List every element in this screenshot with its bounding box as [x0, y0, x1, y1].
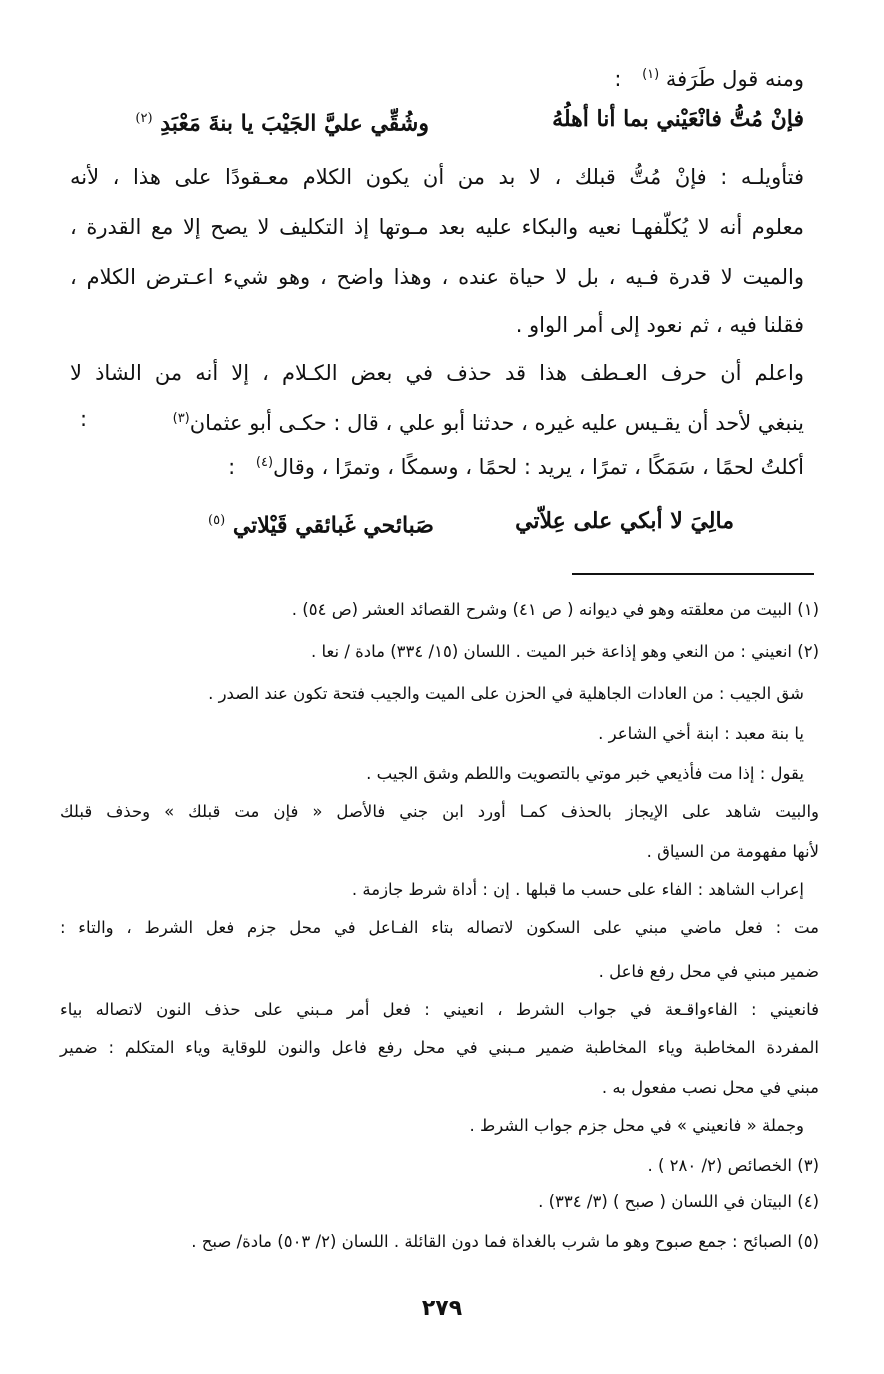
- footnote-separator: [572, 573, 814, 575]
- footnote-2-line: فانعيني : الفاءواقـعة في جواب الشرط ، انعيني : فعل أمر مـبني على حذف النون لاتصاله بياء: [60, 1000, 819, 1019]
- footnote-2-line: وجملة « فانعيني » في محل جزم جواب الشرط .: [469, 1116, 804, 1135]
- footnote-2-line: لأنها مفهومة من السياق .: [646, 842, 819, 861]
- footnote-2-line: يقول : إذا مت فأذيعي خبر موتي بالتصويت واللطم وشق الجيب .: [366, 764, 804, 783]
- verse-1-left-hemistich: وشُقِّي عليَّ الجَيْبَ يا بنةَ مَعْبَدِ $^{(٢)}$: [135, 110, 429, 137]
- footnote-2-line: مبني في محل نصب مفعول به .: [601, 1078, 819, 1097]
- footnote-2-line: والبيت شاهد على الإيجاز بالحذف كمـا أورد ابن جني فالأصل « فإن مت قبلك » وحذف قبلك: [60, 802, 819, 821]
- footnote-4: (٤) البيتان في اللسان ( صبح ) (٣/ ٣٣٤) .: [538, 1192, 819, 1211]
- verse-2-left-hemistich: صَبائحي غَبائقي قَيْلاتي $^{(٥)}$: [208, 512, 434, 539]
- footnote-2-line: ضمير مبني في محل رفع فاعل .: [598, 962, 819, 981]
- footnote-1: (١) البيت من معلقته وهو في ديوانه ( ص ٤١) وشرح القصائد العشر (ص ٥٤) .: [291, 600, 819, 619]
- footnote-2-line: شق الجيب : من العادات الجاهلية في الحزن على الميت والجيب فتحة تكون عند الصدر .: [208, 684, 804, 703]
- footnote-2-line: مت : فعل ماضي مبني على السكون لاتصاله بتاء الفـاعل في محل جزم فعل الشرط ، والتاء :: [60, 918, 819, 937]
- paragraph-1-line-4: فقلنا فيه ، ثم نعود إلى أمر الواو .: [515, 313, 804, 337]
- verse-1-right-hemistich: فإنْ مُتُّ فانْعَيْني بما أنا أهلُهُ: [552, 106, 804, 132]
- footnote-ref-2: (٢): [135, 111, 153, 126]
- footnote-2-line: يا بنة معبد : ابنة أخي الشاعر .: [598, 724, 804, 743]
- footnote-ref-5: (٥): [208, 513, 226, 528]
- paragraph-1-line-2: معلوم أنه لا يُكلّفهـا نعيه والبكاء عليه بعد مـوتها إذ التكليف لا يصح إلا مع القدرة ،: [70, 215, 804, 239]
- footnote-5: (٥) الصبائح : جمع صبوح وهو ما شرب بالغداة فما دون القائلة . اللسان (٢/ ٥٠٣) مادة/ صبح .: [191, 1232, 819, 1251]
- paragraph-1-line-1: فتأويلـه : فإنْ مُتُّ قبلك ، لا بد من أن يكون الكلام معـقودًا على هذا ، لأنه: [70, 165, 804, 189]
- footnote-2: (٢) انعيني : من النعي وهو إذاعة خبر الميت . اللسان (١٥/ ٣٣٤) مادة / نعا .: [311, 642, 819, 661]
- verse-2-right-hemistich: مالِيَ لا أبكي على عِلاّتي: [515, 508, 734, 534]
- paragraph-2-line-3: أكلتُ لحمًا ، سَمَكًا ، تمرًا ، يريد : لحمًا ، وسمكًا ، وتمرًا ، وقال$^{(٤)}$ :: [228, 455, 804, 479]
- paragraph-2-line-2: ينبغي لأحد أن يقـيس عليه غيره ، حدثنا أبو علي ، قال : حكـى أبو عثمان$^{(٣)}$ :: [80, 407, 804, 435]
- footnote-ref-4: (٤): [255, 455, 274, 470]
- intro-line: [70, 60, 804, 94]
- footnote-2-line: إعراب الشاهد : الفاء على حسب ما قبلها . إن : أداة شرط جازمة .: [351, 880, 804, 899]
- page-number: ٢٧٩: [421, 1296, 463, 1321]
- intro-text: ومنه قول طَرَفة: [665, 67, 804, 91]
- footnote-2-line: المفردة المخاطبة وياء المخاطبة ضمير مـبني في محل رفع فاعل والنون للوقاية وياء المتكلم : ضمير: [60, 1038, 819, 1057]
- intro-colon: :: [614, 67, 622, 91]
- paragraph-1-line-3: والميت لا قدرة فـيه ، بل لا حياة عنده ، وهذا واضح ، وهو شيء اعـترض الكلام ،: [70, 265, 804, 289]
- footnote-ref-1: (١): [642, 67, 660, 82]
- footnote-3: (٣) الخصائص (٢/ ٢٨٠ ) .: [647, 1156, 819, 1175]
- paragraph-2-line-1: واعلم أن حرف العـطف هذا قد حذف في بعض الكـلام ، إلا أنه من الشاذ لا: [70, 361, 804, 385]
- footnote-ref-3: (٣): [172, 411, 190, 426]
